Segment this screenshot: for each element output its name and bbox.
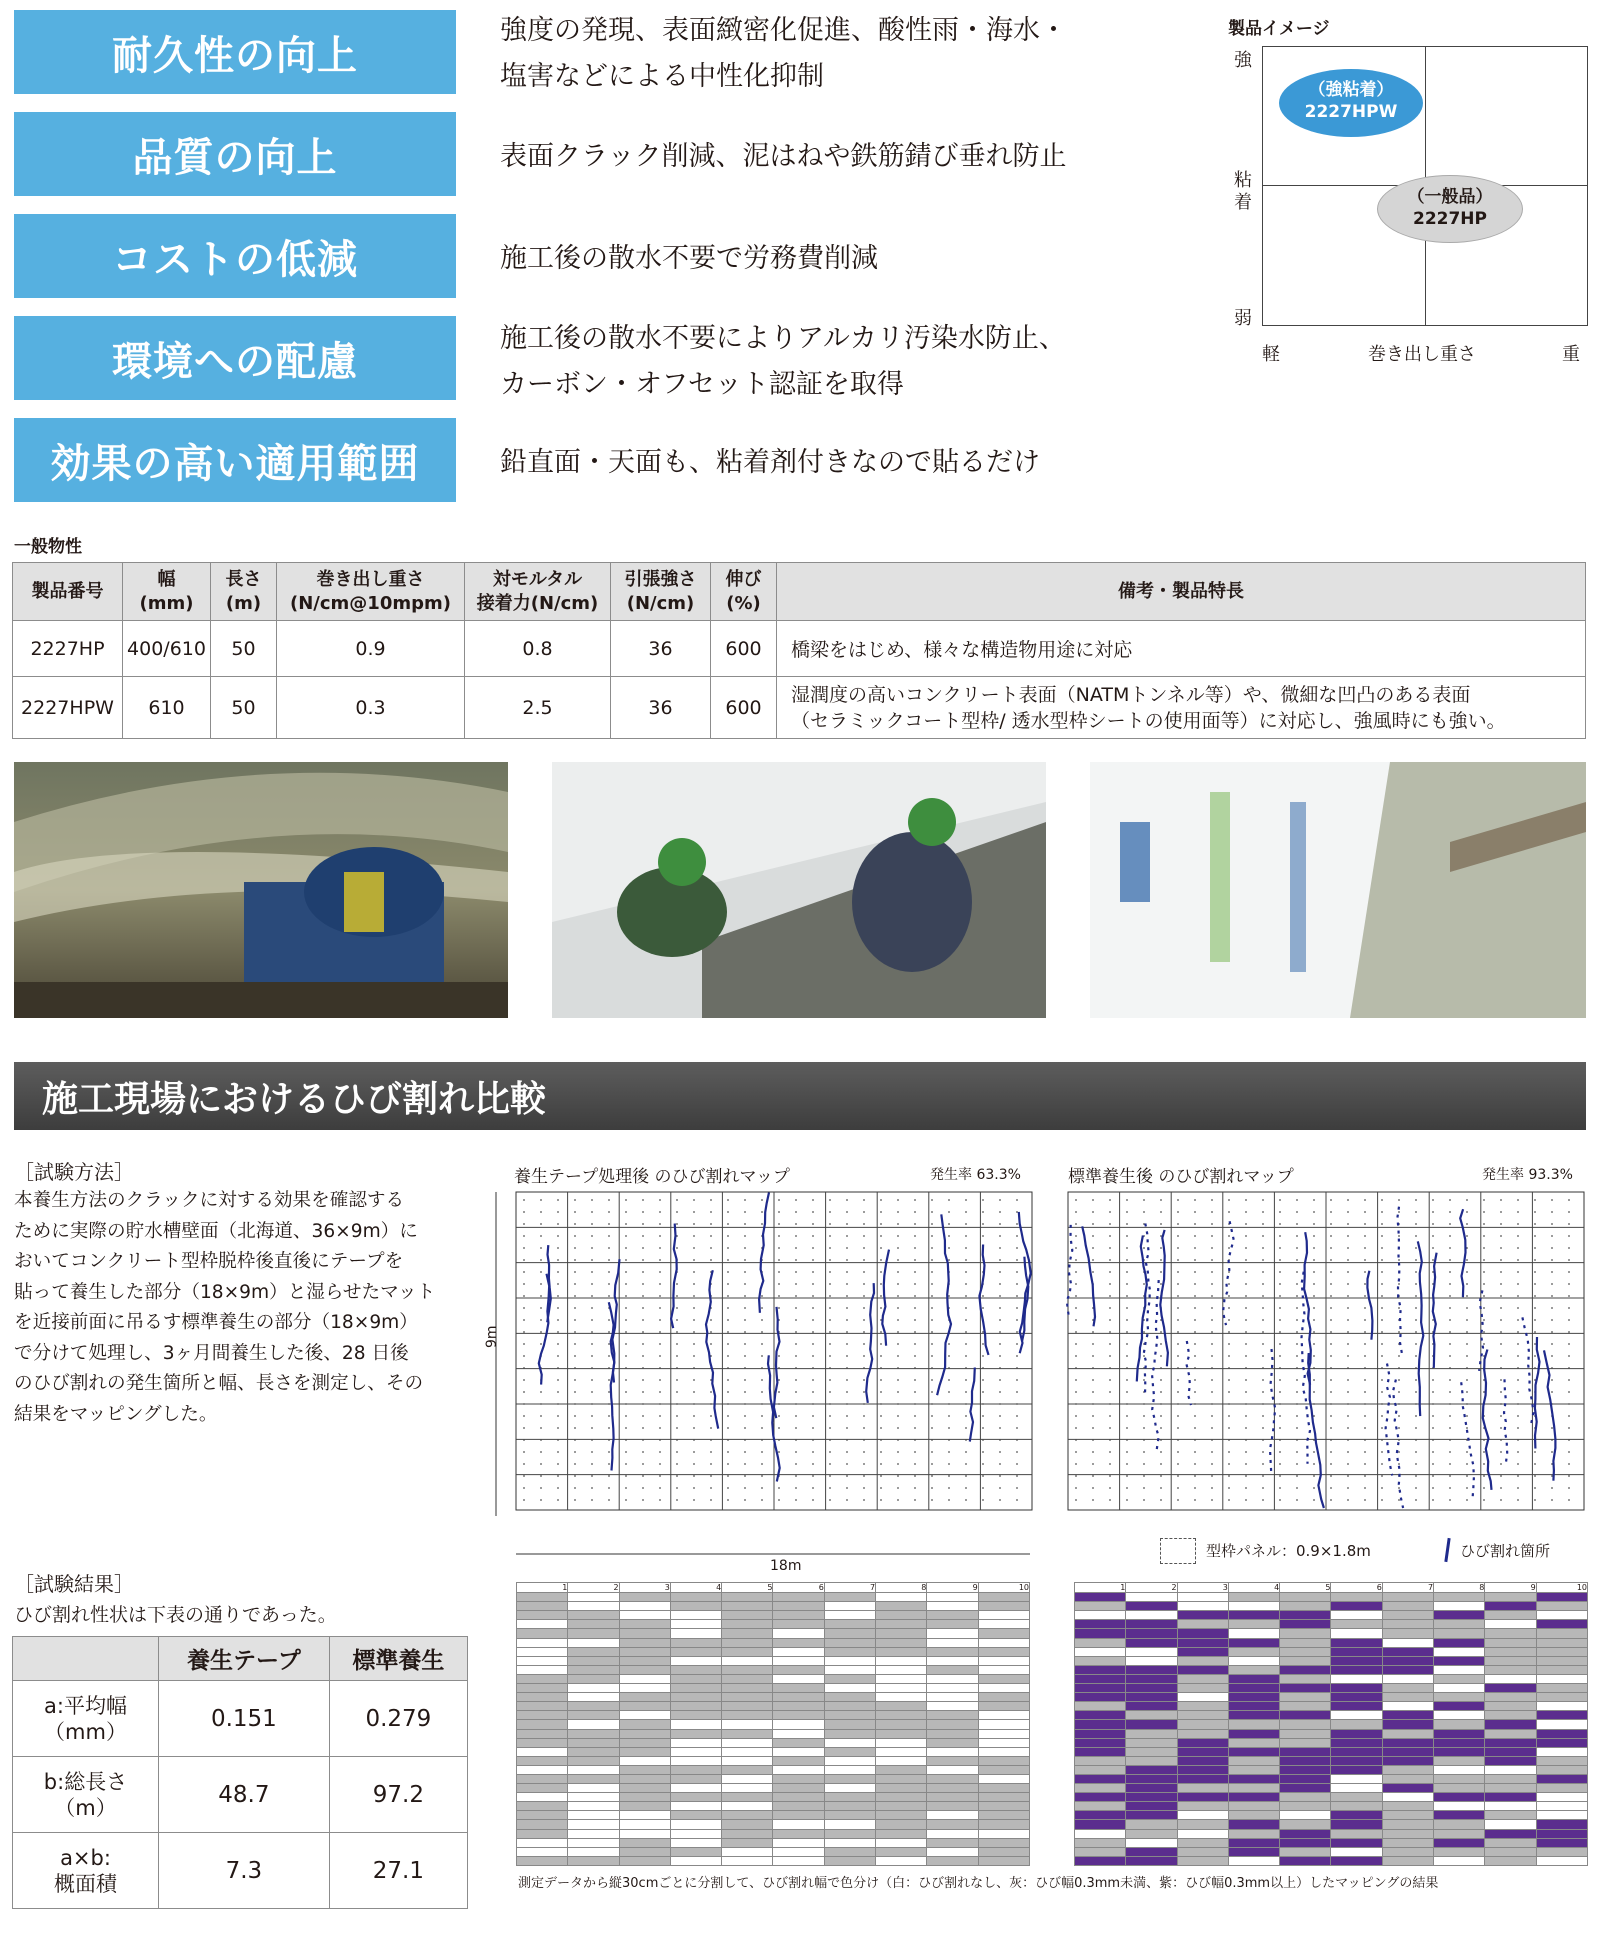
map-width-label: 18m [770, 1558, 802, 1574]
table-row: a:平均幅 （mm） 0.151 0.279 [13, 1681, 468, 1757]
crack-maps [480, 1186, 1590, 1566]
x-heavy-label: 重 [1562, 344, 1580, 365]
th-tensile: 引張強さ (N/cm) [611, 563, 711, 621]
method-text: 本養生方法のクラックに対する効果を確認する ために実際の貯水槽壁面（北海道、36×9m）に おいてコンクリート型枠脱枠後直後にテープを 貼って養生した部分（18×9m）と湿らせたマット を近接前面に吊るす標準養生の部分（18×9m） で分けて処理し、3ヶ月間養生した後、28 日後 のひび割れの発生箇所と幅、長さを測定し、その 結果をマッピングした。 [14, 1190, 436, 1425]
properties-table [12, 562, 1586, 739]
product-image-chart [1262, 46, 1588, 326]
x-axis-label: 巻き出し重さ [1368, 344, 1476, 365]
wall-photo [1090, 762, 1586, 1018]
section-title: 施工現場におけるひび割れ比較 [14, 1062, 1586, 1130]
th-unwind: 巻き出し重さ (N/cm@10mpm) [277, 563, 465, 621]
th-width: 幅 (mm) [123, 563, 211, 621]
th-product: 製品番号 [13, 563, 123, 621]
results-table: 養生テープ 標準養生 a:平均幅 （mm） 0.151 0.279 b:総長さ （m） 48.7 97.2 a×b: 概面積 7.3 27.1 [12, 1636, 468, 1909]
th-elongation: 伸び (%) [711, 563, 777, 621]
hpw-ellipse: （強粘着） 2227HPW [1279, 69, 1423, 137]
table-row: 2227HP 400/610 50 0.9 0.8 36 600 橋梁をはじめ、様々な構造物用途に対応 [13, 621, 1586, 677]
remarks-2227hpw: 湿潤度の高いコンクリート表面（NATMトンネル等）や、微細な凹凸のある表面 （セラミックコート型枠/ 透水型枠シートの使用面等）に対応し、強風時にも強い。 [777, 677, 1586, 739]
th-adhesion: 対モルタル 接着力(N/cm) [465, 563, 611, 621]
feature-label-quality: 品質の向上 [14, 112, 456, 196]
y-strong-label: 強 [1234, 50, 1252, 71]
properties-title: 一般物性 [14, 537, 82, 557]
crack-legend-label: ひび割れ箇所 [1460, 1542, 1551, 1560]
mapping-grid-tape: 1 2 3 4 5 6 7 8 9 10 [516, 1582, 1030, 1866]
feature-desc-quality: 表面クラック削減、泥はねや鉄筋錆び垂れ防止 [500, 141, 1067, 172]
x-light-label: 軽 [1262, 344, 1280, 365]
feature-desc-application: 鉛直面・天面も、粘着剤付きなので貼るだけ [500, 447, 1040, 478]
map-height-label: 9m [484, 1325, 500, 1348]
map2-title: 標準養生後 のひび割れマップ [1068, 1167, 1294, 1187]
feature-desc-cost: 施工後の散水不要で労務費削減 [500, 243, 878, 274]
table-row: b:総長さ （m） 48.7 97.2 [13, 1757, 468, 1833]
th-length: 長さ (m) [211, 563, 277, 621]
footnote: 測定データから縦30cmごとに分割して、ひび割れ幅で色分け（白：ひび割れなし、灰：ひび幅0.3mm未満、紫：ひび幅0.3mm以上）したマッピングの結果 [518, 1876, 1439, 1891]
product-image-title: 製品イメージ [1228, 19, 1330, 39]
results-text: ひび割れ性状は下表の通りであった。 [14, 1604, 337, 1626]
y-axis-label: 粘着 [1234, 170, 1252, 213]
table-row: a×b: 概面積 7.3 27.1 [13, 1833, 468, 1909]
tunnel-photo [14, 762, 508, 1018]
results-heading: ［試験結果］ [14, 1572, 134, 1596]
feature-label-application: 効果の高い適用範囲 [14, 418, 456, 502]
feature-label-durability: 耐久性の向上 [14, 10, 456, 94]
y-weak-label: 弱 [1234, 308, 1252, 329]
feature-label-cost: コストの低減 [14, 214, 456, 298]
table-row: 2227HPW 610 50 0.3 2.5 36 600 湿潤度の高いコンクリート表面（NATMトンネル等）や、微細な凹凸のある表面 （セラミックコート型枠/ 透水型枠シートの使用面等）に対応し、強風時にも強い。 [13, 677, 1586, 739]
map1-rate: 発生率 63.3% [930, 1167, 1021, 1183]
map2-rate: 発生率 93.3% [1482, 1167, 1573, 1183]
mapping-grid-standard: 1 2 3 4 5 6 7 8 9 10 [1074, 1582, 1588, 1866]
method-heading: ［試験方法］ [14, 1160, 134, 1184]
panel-legend-swatch [1160, 1538, 1196, 1564]
map1-title: 養生テープ処理後 のひび割れマップ [514, 1167, 790, 1187]
th-remarks: 備考・製品特長 [777, 563, 1586, 621]
panel-legend-label: 型枠パネル：0.9×1.8m [1206, 1542, 1371, 1560]
feature-label-environment: 環境への配慮 [14, 316, 456, 400]
feature-desc-environment: 施工後の散水不要によりアルカリ汚染水防止、 カーボン・オフセット認証を取得 [500, 323, 1066, 400]
hp-ellipse: （一般品） 2227HP [1377, 175, 1523, 243]
workers-photo [552, 762, 1046, 1018]
feature-desc-durability: 強度の発現、表面緻密化促進、酸性雨・海水・ 塩害などによる中性化抑制 [500, 15, 1067, 92]
